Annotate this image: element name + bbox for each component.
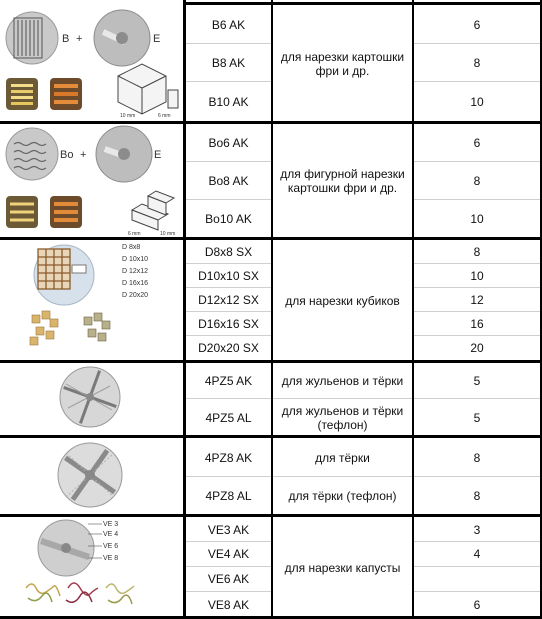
qty-cell xyxy=(414,399,540,436)
qty-text: 20 xyxy=(470,341,484,355)
description-cell xyxy=(273,518,412,617)
code-cell xyxy=(186,288,271,312)
code-text: 4PZ8 AK xyxy=(204,450,253,465)
qty-cell xyxy=(414,364,540,399)
qty-cell xyxy=(414,288,540,312)
blade-illustration-dice xyxy=(2,241,183,359)
code-text: Bo8 AK xyxy=(208,173,249,188)
code-cell xyxy=(186,264,271,288)
description-cell xyxy=(273,6,412,122)
description-text: для фигурной нарезки картошки фри и др. xyxy=(280,167,405,195)
qty-text: 10 xyxy=(470,95,484,109)
dims-from: 10 mm xyxy=(120,113,136,118)
code-cell xyxy=(186,364,271,399)
code-text: 4PZ8 AL xyxy=(205,488,252,503)
blade-label-left: B xyxy=(62,33,70,45)
qty-text: 3 xyxy=(473,522,481,537)
qty-text: 6 xyxy=(473,597,481,612)
blade-image-dice xyxy=(2,241,183,359)
description-cell xyxy=(273,439,412,477)
size-label: D 12x12 xyxy=(122,268,149,275)
description-cell xyxy=(273,124,412,238)
qty-text: 10 xyxy=(470,212,484,226)
size-label: D 10x10 xyxy=(122,256,149,263)
code-text: Bo10 AK xyxy=(205,212,252,226)
qty-cell xyxy=(414,124,540,162)
code-text: D8x8 SX xyxy=(204,245,253,259)
code-text: VE6 AK xyxy=(207,572,250,586)
size-label: D 16x16 xyxy=(122,280,149,287)
size-label: D 20x20 xyxy=(122,292,149,299)
code-text: 4PZ5 AL xyxy=(205,410,252,425)
qty-cell xyxy=(414,567,540,592)
code-cell xyxy=(186,82,271,122)
code-cell xyxy=(186,241,271,264)
grid-line-vertical xyxy=(412,0,414,619)
qty-text: 8 xyxy=(473,450,481,465)
code-cell xyxy=(186,162,271,200)
qty-cell xyxy=(414,477,540,514)
dims-to: 6 mm xyxy=(158,113,171,118)
qty-cell xyxy=(414,312,540,336)
qty-cell xyxy=(414,200,540,238)
blade-illustration-b xyxy=(2,6,183,118)
plus-sign: + xyxy=(80,149,87,161)
description-text: для нарезки капусты xyxy=(284,560,401,575)
code-text: D16x16 SX xyxy=(198,316,259,331)
size-label: D 8x8 xyxy=(122,244,141,251)
grid-line-horizontal xyxy=(0,514,542,517)
blade-illustration-4pz5 xyxy=(2,364,183,434)
qty-text: 8 xyxy=(473,55,481,70)
code-cell xyxy=(186,312,271,336)
qty-cell xyxy=(414,336,540,360)
code-cell xyxy=(186,592,271,617)
description-cell xyxy=(273,399,412,436)
description-text: для тёрки (тефлон) xyxy=(288,488,397,503)
description-text: для нарезки картошки фри и др. xyxy=(280,50,405,78)
qty-text: 6 xyxy=(473,135,481,150)
blade-image-4pz8 xyxy=(2,439,183,513)
qty-cell xyxy=(414,439,540,477)
qty-text: 8 xyxy=(473,173,481,188)
size-label: VE 8 xyxy=(103,555,119,562)
grid-line-horizontal xyxy=(0,121,542,124)
code-text: B8 AK xyxy=(211,55,246,70)
code-cell xyxy=(186,518,271,542)
size-label: VE 3 xyxy=(103,521,119,528)
qty-cell xyxy=(414,82,540,122)
qty-text: 8 xyxy=(473,245,481,259)
qty-text: 12 xyxy=(470,292,484,307)
qty-cell xyxy=(414,162,540,200)
plus-sign: + xyxy=(76,33,83,45)
qty-cell xyxy=(414,44,540,82)
qty-cell xyxy=(414,592,540,617)
code-cell xyxy=(186,336,271,360)
code-text: D12x12 SX xyxy=(198,292,259,307)
blade-illustration-ve xyxy=(2,518,183,617)
qty-text: 5 xyxy=(473,410,481,425)
code-cell xyxy=(186,399,271,436)
grid-line-horizontal xyxy=(0,237,542,240)
code-text: VE4 AK xyxy=(207,547,250,561)
description-text: для нарезки кубиков xyxy=(285,293,400,308)
blade-image-4pz5 xyxy=(2,364,183,434)
grid-line-vertical xyxy=(271,0,273,619)
code-cell xyxy=(186,439,271,477)
description-cell xyxy=(273,241,412,360)
qty-text: 10 xyxy=(470,268,484,283)
blade-illustration-4pz8 xyxy=(2,439,183,513)
blade-illustration-bo xyxy=(2,124,183,236)
blade-image-ve xyxy=(2,518,183,617)
qty-cell xyxy=(414,6,540,44)
qty-text: 16 xyxy=(470,316,484,331)
qty-cell xyxy=(414,542,540,567)
description-cell xyxy=(273,477,412,514)
size-label: VE 4 xyxy=(103,531,119,538)
code-cell xyxy=(186,567,271,592)
grid-line-horizontal xyxy=(0,435,542,438)
blade-label-left: Bo xyxy=(60,149,74,161)
qty-text: 5 xyxy=(473,374,481,388)
code-text: D10x10 SX xyxy=(198,268,259,283)
dims-from: 6 mm xyxy=(128,231,141,236)
code-text: D20x20 SX xyxy=(198,341,259,355)
blade-image-bo xyxy=(2,124,183,236)
description-text: для тёрки xyxy=(315,450,370,465)
description-text: для жульенов и тёрки (тефлон) xyxy=(281,403,404,432)
description-text: для жульенов и тёрки xyxy=(281,374,404,388)
size-label: VE 6 xyxy=(103,543,119,550)
code-cell xyxy=(186,44,271,82)
blade-image-b xyxy=(2,6,183,118)
dims-to: 10 mm xyxy=(160,231,176,236)
code-cell xyxy=(186,542,271,567)
description-cell xyxy=(273,364,412,399)
code-text: B6 AK xyxy=(211,17,246,32)
code-cell xyxy=(186,477,271,514)
qty-cell xyxy=(414,264,540,288)
code-cell xyxy=(186,124,271,162)
code-text: Bo6 AK xyxy=(208,135,249,150)
code-text: VE3 AK xyxy=(207,522,250,537)
grid-line-vertical xyxy=(183,0,186,619)
blade-label-right: E xyxy=(153,33,161,45)
qty-cell xyxy=(414,518,540,542)
qty-cell xyxy=(414,241,540,264)
qty-text: 8 xyxy=(473,488,481,503)
qty-text: 6 xyxy=(473,17,481,32)
grid-line-horizontal xyxy=(186,2,542,5)
grid-line-horizontal xyxy=(0,360,542,363)
code-text: 4PZ5 AK xyxy=(204,374,253,388)
code-cell xyxy=(186,6,271,44)
code-text: VE8 AK xyxy=(207,597,250,612)
blade-label-right: E xyxy=(154,149,162,161)
qty-text: 4 xyxy=(473,547,481,561)
code-cell xyxy=(186,200,271,238)
code-text: B10 AK xyxy=(208,95,249,109)
